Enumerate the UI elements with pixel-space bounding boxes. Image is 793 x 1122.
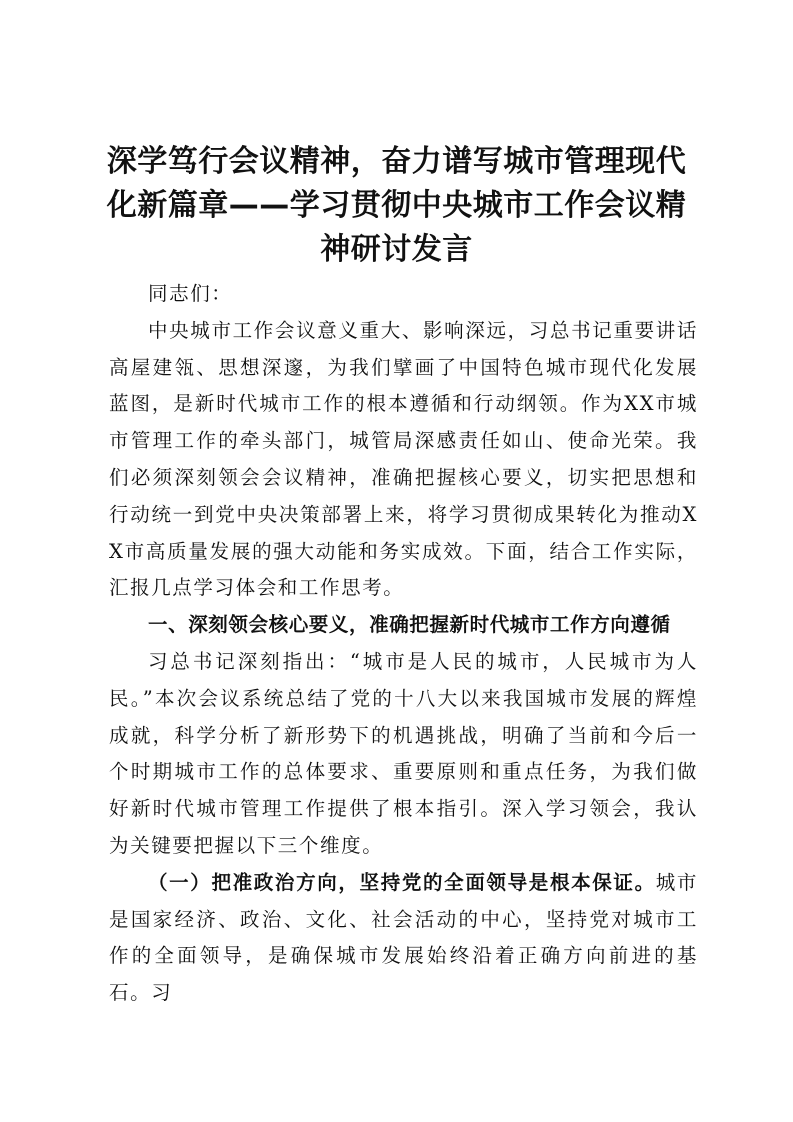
section1-item1 [109, 865, 698, 1012]
section1-item1-text: 城市是国家经济、政治、文化、社会活动的中心，坚持党对城市工作的全面领导，是确保城市发展始终沿着正确方向前进的基石。习 [109, 870, 699, 1005]
salutation: 同志们： [148, 282, 233, 305]
intro-paragraph: 中央城市工作会议意义重大、影响深远，习总书记重要讲话高屋建瓴、思想深邃，为我们擘画了中国特色城市现代化发展蓝图，是新时代城市工作的根本遵循和行动纲领。作为XX市城市管理工作的牵头部门，城管局深感责任如山、使命光荣。我们必须深刻领会会议精神，准确把握核心要义，切实把思想和行动统一到党中央决策部署上来，将学习贯彻成果转化为推动XX市高质量发展的强大动能和务实成效。下面，结合工作实际，汇报几点学习体会和工作思考。 [109, 318, 698, 600]
document-title: 深学笃行会议精神，奋力谱写城市管理现代化新篇章——学习贯彻中央城市工作会议精神研讨发言 [106, 144, 687, 267]
section1-paragraph: 习总书记深刻指出：“城市是人民的城市，人民城市为人民。”本次会议系统总结了党的十八大以来我国城市发展的辉煌成就，科学分析了新形势下的机遇挑战，明确了当前和今后一个时期城市工作的总体要求、重要原则和重点任务，为我们做好新时代城市管理工作提供了根本指引。深入学习领会，我认为关键要把握以下三个维度。 [109, 649, 698, 857]
section-heading-1: 一、深刻领会核心要义，准确把握新时代城市工作方向遵循 [148, 613, 671, 637]
document-body [109, 276, 698, 1012]
section1-item1-lead: （一）把准政治方向，坚持党的全面领导是根本保证。 [148, 870, 656, 894]
